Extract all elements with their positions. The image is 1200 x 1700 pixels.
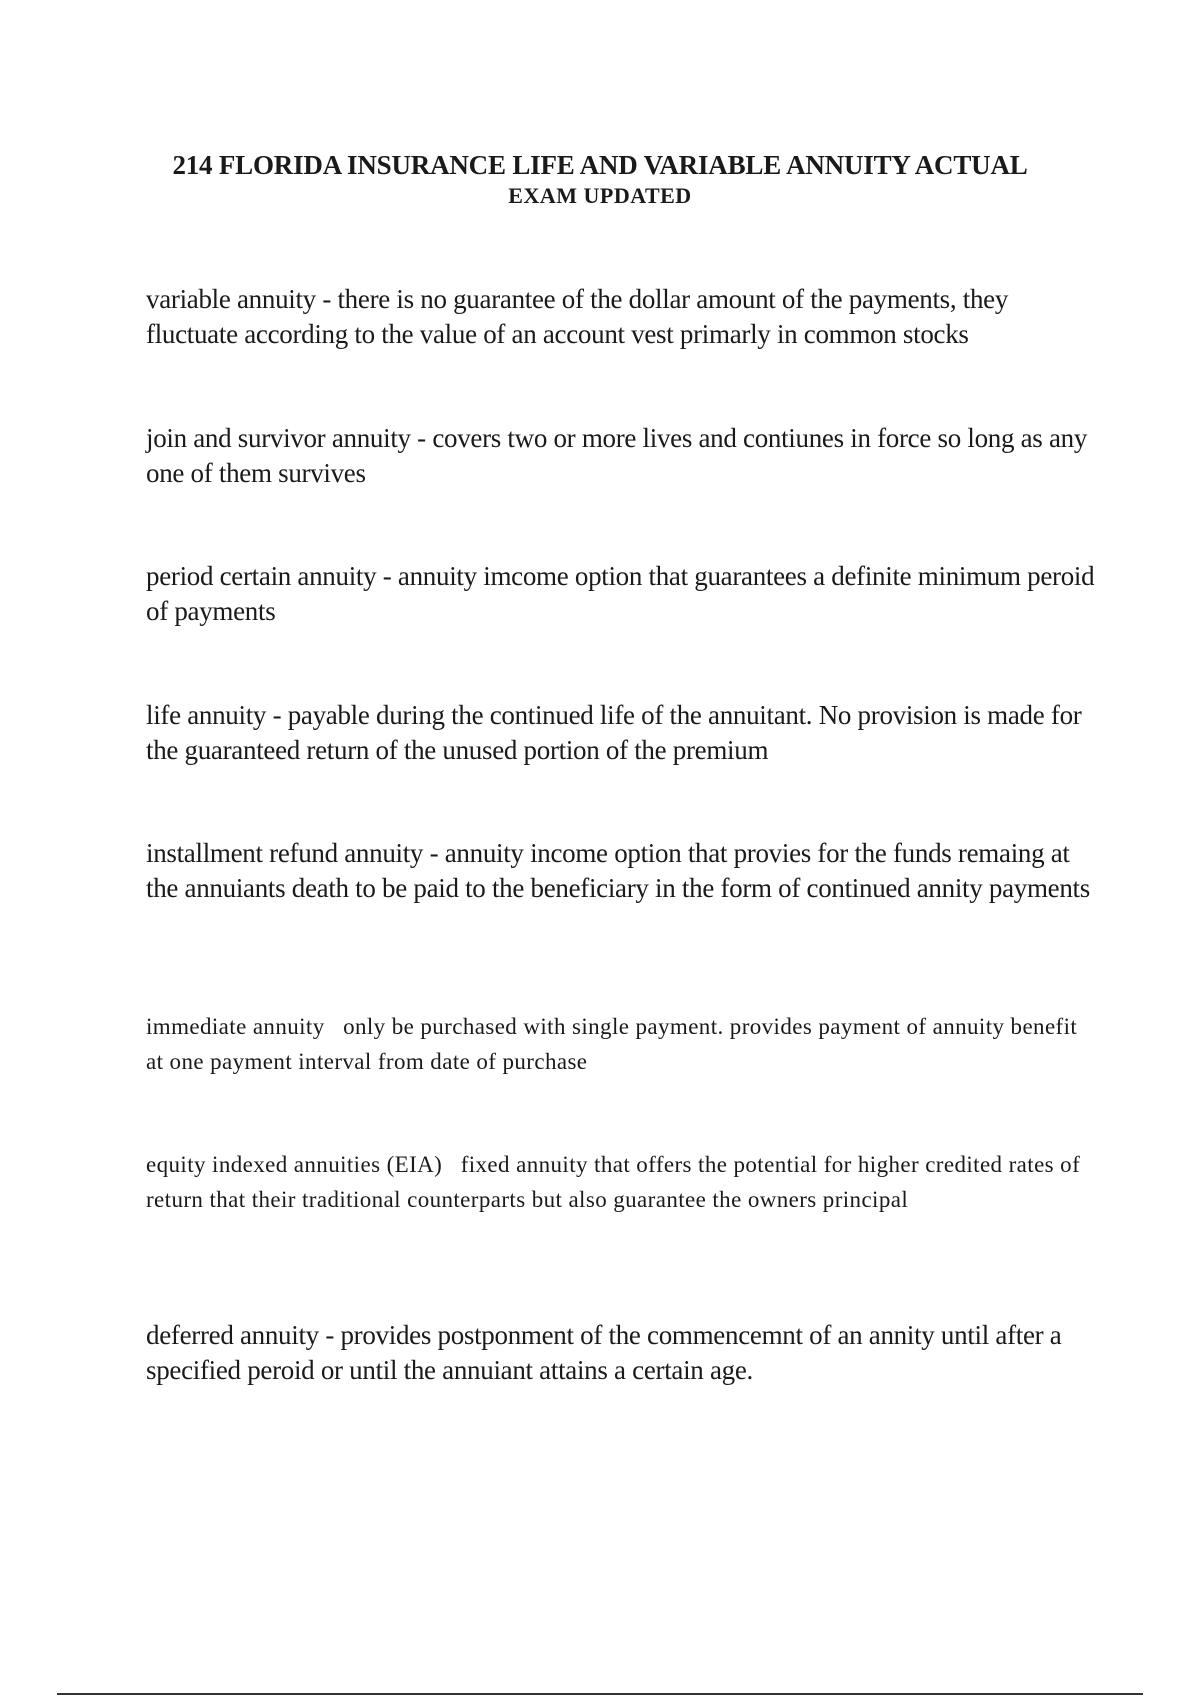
glossary-entry [146, 698, 1096, 768]
entry-separator: - [376, 561, 398, 591]
entry-definition: provides postponment of the commencemnt of an annity until after a specified peroid or until the annuiant attains a certain age. [146, 1320, 1062, 1385]
entry-term: period certain annuity [146, 561, 377, 591]
glossary-entry [146, 559, 1096, 629]
entry-separator [442, 1152, 460, 1177]
entry-term: join and survivor annuity [146, 423, 411, 453]
entry-term: immediate annuity [146, 1014, 325, 1039]
glossary-entry [146, 1009, 1096, 1079]
entry-separator: - [266, 700, 288, 730]
entry-definition: annuity imcome option that guarantees a definite minimum peroid of payments [146, 561, 1095, 626]
glossary-entry [146, 421, 1096, 491]
entry-separator: - [318, 1320, 341, 1350]
entry-definition: only be purchased with single payment. provides payment of annuity benefit at one payment interval from date of purchase [146, 1014, 1078, 1074]
entry-term: variable annuity [146, 284, 316, 314]
glossary-entry [146, 1318, 1096, 1388]
entry-definition: there is no guarantee of the dollar amount of the payments, they fluctuate according to the value of an account vest primarly in common stocks [146, 284, 1009, 349]
entry-term: installment refund annuity [146, 838, 424, 868]
entry-term: deferred annuity [146, 1320, 319, 1350]
glossary-entry [146, 282, 1096, 352]
glossary-entry [146, 1147, 1096, 1217]
entry-separator: - [410, 423, 433, 453]
entry-separator [325, 1014, 343, 1039]
footer-divider [57, 1693, 1143, 1695]
entry-definition: payable during the continued life of the annuitant. No provision is made for the guaranteed return of the unused portion of the premium [146, 700, 1082, 765]
entry-separator: - [423, 838, 445, 868]
entry-separator: - [315, 284, 338, 314]
document-title [0, 148, 1200, 210]
entry-term: life annuity [146, 700, 267, 730]
glossary-entry [146, 836, 1096, 906]
title-line-2: EXAM UPDATED [508, 183, 692, 208]
title-line-1: 214 FLORIDA INSURANCE LIFE AND VARIABLE ANNUITY ACTUAL [172, 150, 1028, 180]
entry-definition: annuity income option that provies for the funds remaing at the annuiants death to be paid to the beneficiary in the form of continued annity payments [146, 838, 1090, 903]
entry-definition: fixed annuity that offers the potential for higher credited rates of return that their traditional counterparts but also guarantee the owners principal [146, 1152, 1081, 1212]
entry-term: equity indexed annuities (EIA) [146, 1152, 443, 1177]
entry-definition: covers two or more lives and contiunes in force so long as any one of them survives [146, 423, 1088, 488]
